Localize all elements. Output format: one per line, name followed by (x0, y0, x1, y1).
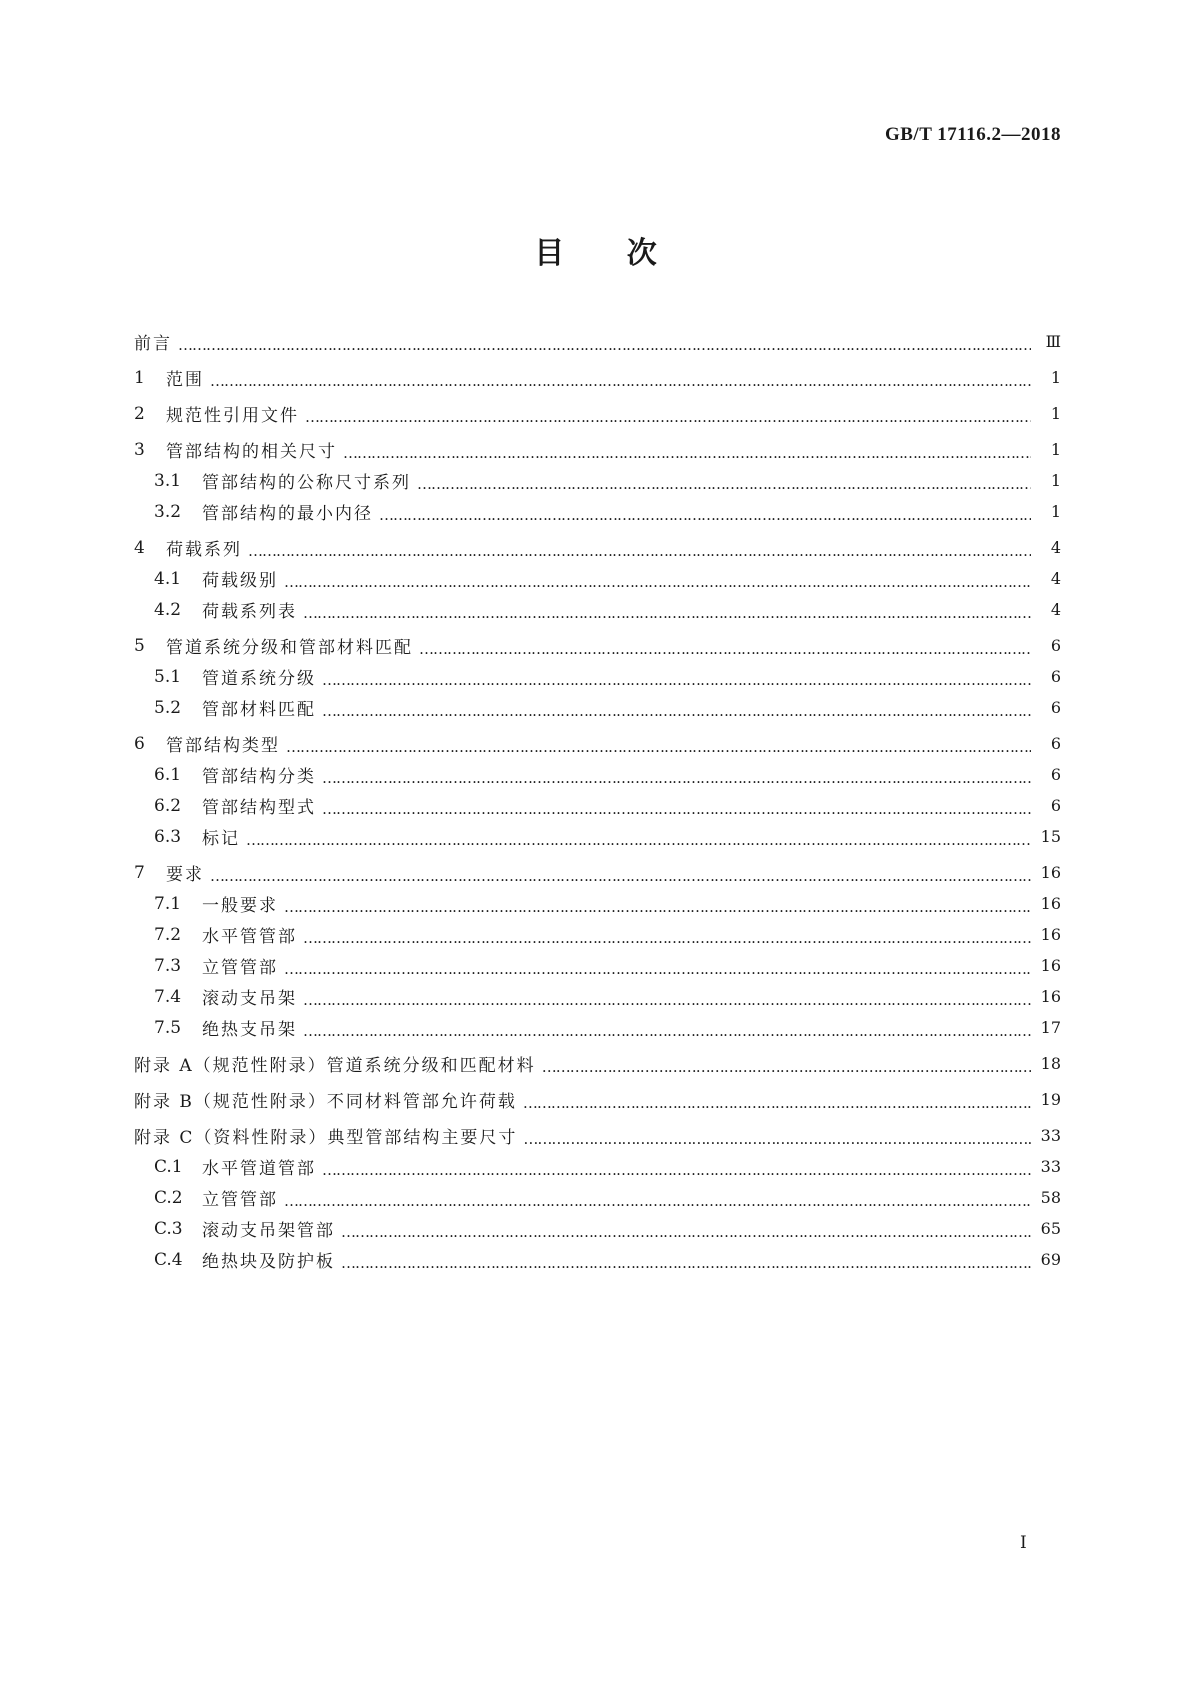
toc-entry-page: 6 (1050, 698, 1061, 717)
toc-entry-title: 一般要求 (202, 896, 278, 916)
toc-entry-title: 水平管道管部 (202, 1159, 316, 1179)
title-char-2: 次 (626, 236, 657, 271)
toc-leader-dots (303, 928, 1031, 948)
toc-entry[interactable] (134, 1120, 1061, 1151)
toc-entry-number: 7 (134, 862, 145, 883)
toc-entry-title: 附录 A（规范性附录）管道系统分级和匹配材料 (134, 1056, 536, 1076)
toc-entry[interactable] (134, 326, 1061, 357)
toc-entry-page: 58 (1040, 1188, 1061, 1207)
toc-entry[interactable] (134, 919, 1061, 950)
toc-leader-dots (284, 1191, 1031, 1211)
toc-entry[interactable] (134, 362, 1061, 393)
toc-entry-page: 16 (1040, 925, 1061, 944)
toc-entry-page: 65 (1040, 1219, 1061, 1238)
toc-entry-page: 6 (1050, 667, 1061, 686)
toc-entry-number: 5 (134, 635, 145, 656)
toc-entry[interactable] (134, 1213, 1061, 1244)
toc-entry[interactable] (134, 661, 1061, 692)
toc-entry-title: 附录 C（资料性附录）典型管部结构主要尺寸 (134, 1128, 518, 1148)
toc-leader-dots (379, 505, 1031, 525)
toc-entry[interactable] (134, 821, 1061, 852)
toc-entry[interactable] (134, 465, 1061, 496)
toc-entry-page: 6 (1050, 636, 1061, 655)
toc-entry-page: 1 (1050, 502, 1061, 521)
toc-entry-title: 绝热支吊架 (202, 1020, 297, 1040)
page-title (0, 228, 1191, 272)
toc-entry-page: 16 (1040, 987, 1061, 1006)
page-number: I (1020, 1533, 1027, 1553)
toc-entry[interactable] (134, 692, 1061, 723)
toc-entry-page: 1 (1050, 440, 1061, 459)
toc-entry-number: 7.4 (154, 986, 182, 1007)
toc-entry[interactable] (134, 1244, 1061, 1275)
toc-leader-dots (284, 897, 1031, 917)
title-char-1: 目 (534, 236, 565, 271)
toc-entry-page: 4 (1050, 538, 1061, 557)
toc-entry[interactable] (134, 563, 1061, 594)
toc-leader-dots (341, 1222, 1031, 1242)
toc-entry[interactable] (134, 790, 1061, 821)
toc-entry-page: 4 (1050, 569, 1061, 588)
standard-code: GB/T 17116.2—2018 (884, 124, 1061, 145)
toc-entry-title: 规范性引用文件 (166, 406, 299, 426)
toc-entry-page: 69 (1040, 1250, 1061, 1269)
toc-leader-dots (341, 1253, 1031, 1273)
toc-leader-dots (417, 474, 1031, 494)
toc-entry-title: 立管管部 (202, 1190, 278, 1210)
toc-leader-dots (246, 830, 1031, 850)
toc-entry-title: 滚动支吊架管部 (202, 1221, 335, 1241)
toc-entry[interactable] (134, 630, 1061, 661)
toc-entry-title: 荷载系列 (166, 540, 242, 560)
toc-entry[interactable] (134, 1084, 1061, 1115)
toc-entry-title: 水平管管部 (202, 927, 297, 947)
toc-entry-page: 18 (1040, 1054, 1061, 1073)
toc-entry-number: 4.1 (154, 568, 182, 589)
toc-leader-dots (523, 1129, 1031, 1149)
toc-leader-dots (542, 1057, 1031, 1077)
toc-entry-number: 7.2 (154, 924, 182, 945)
toc-entry-title: 荷载系列表 (202, 602, 297, 622)
toc-entry[interactable] (134, 434, 1061, 465)
toc-entry-number: 6 (134, 733, 145, 754)
toc-entry[interactable] (134, 594, 1061, 625)
toc-entry[interactable] (134, 1048, 1061, 1079)
toc-entry-number: 7.5 (154, 1017, 182, 1038)
toc-leader-dots (305, 407, 1031, 427)
toc-entry-page: 4 (1050, 600, 1061, 619)
toc-entry-title: 附录 B（规范性附录）不同材料管部允许荷载 (134, 1092, 517, 1112)
toc-entry-number: 7.3 (154, 955, 182, 976)
toc-entry-page: 6 (1050, 765, 1061, 784)
toc-entry-title: 范围 (166, 370, 204, 390)
toc-leader-dots (303, 990, 1031, 1010)
toc-entry[interactable] (134, 857, 1061, 888)
toc-entry-number: 3.2 (154, 501, 182, 522)
toc-entry-number: 4.2 (154, 599, 182, 620)
toc-entry-title: 要求 (166, 865, 204, 885)
toc-entry-number: C.4 (154, 1249, 183, 1270)
toc-entry[interactable] (134, 496, 1061, 527)
toc-entry-title: 滚动支吊架 (202, 989, 297, 1009)
toc-entry-page: 15 (1040, 827, 1061, 846)
toc-entry-page: 16 (1040, 956, 1061, 975)
toc-leader-dots (322, 768, 1031, 788)
toc-entry-page: 16 (1040, 894, 1061, 913)
toc-leader-dots (284, 572, 1031, 592)
toc-entry-number: 3.1 (154, 470, 182, 491)
toc-entry-number: C.2 (154, 1187, 183, 1208)
toc-entry-title: 管部材料匹配 (202, 700, 316, 720)
toc-entry[interactable] (134, 1151, 1061, 1182)
toc-entry-page: 33 (1040, 1126, 1061, 1145)
toc-entry-number: 1 (134, 367, 145, 388)
toc-entry[interactable] (134, 981, 1061, 1012)
toc-leader-dots (343, 443, 1031, 463)
toc-leader-dots (286, 737, 1031, 757)
toc-entry-page: 33 (1040, 1157, 1061, 1176)
toc-entry-page: 1 (1050, 368, 1061, 387)
toc-entry-page: 17 (1040, 1018, 1061, 1037)
toc-entry-title: 标记 (202, 829, 240, 849)
toc-entry-number: 4 (134, 537, 145, 558)
toc-entry[interactable] (134, 532, 1061, 563)
toc-leader-dots (284, 959, 1031, 979)
toc-entry[interactable] (134, 728, 1061, 759)
toc-entry-title: 前言 (134, 334, 172, 354)
toc-entry-page: 6 (1050, 734, 1061, 753)
toc-entry-page: 1 (1050, 404, 1061, 423)
toc-entry-number: C.1 (154, 1156, 183, 1177)
toc-entry-title: 管部结构的相关尺寸 (166, 442, 337, 462)
toc-leader-dots (303, 1021, 1031, 1041)
toc-entry-title: 立管管部 (202, 958, 278, 978)
toc-entry-page: 16 (1040, 863, 1061, 882)
toc-entry-number: C.3 (154, 1218, 183, 1239)
table-of-contents (134, 326, 1061, 1275)
toc-entry-number: 5.2 (154, 697, 182, 718)
toc-entry-page: 19 (1040, 1090, 1061, 1109)
toc-leader-dots (322, 799, 1031, 819)
toc-entry-number: 6.1 (154, 764, 182, 785)
toc-entry[interactable] (134, 950, 1061, 981)
toc-entry-title: 管部结构的公称尺寸系列 (202, 473, 411, 493)
toc-entry-page: 1 (1050, 471, 1061, 490)
toc-leader-dots (523, 1093, 1031, 1113)
toc-entry-page: Ⅲ (1045, 332, 1061, 351)
toc-leader-dots (322, 670, 1031, 690)
toc-entry[interactable] (134, 1182, 1061, 1213)
toc-entry-title: 绝热块及防护板 (202, 1252, 335, 1272)
toc-leader-dots (248, 541, 1031, 561)
toc-leader-dots (210, 371, 1031, 391)
toc-leader-dots (210, 866, 1031, 886)
toc-entry-title: 管部结构的最小内径 (202, 504, 373, 524)
toc-entry-number: 7.1 (154, 893, 182, 914)
toc-leader-dots (322, 701, 1031, 721)
toc-entry-number: 6.2 (154, 795, 182, 816)
toc-entry-title: 管道系统分级和管部材料匹配 (166, 638, 413, 658)
toc-entry-number: 6.3 (154, 826, 182, 847)
toc-leader-dots (322, 1160, 1031, 1180)
toc-leader-dots (178, 335, 1031, 355)
toc-entry[interactable] (134, 759, 1061, 790)
toc-entry[interactable] (134, 398, 1061, 429)
toc-entry-title: 管部结构类型 (166, 736, 280, 756)
toc-entry[interactable] (134, 888, 1061, 919)
toc-entry[interactable] (134, 1012, 1061, 1043)
toc-entry-page: 6 (1050, 796, 1061, 815)
toc-entry-title: 荷载级别 (202, 571, 278, 591)
toc-entry-number: 5.1 (154, 666, 182, 687)
toc-entry-title: 管道系统分级 (202, 669, 316, 689)
toc-leader-dots (303, 603, 1031, 623)
toc-entry-number: 2 (134, 403, 145, 424)
toc-entry-title: 管部结构型式 (202, 798, 316, 818)
toc-leader-dots (419, 639, 1031, 659)
toc-entry-title: 管部结构分类 (202, 767, 316, 787)
toc-entry-number: 3 (134, 439, 145, 460)
